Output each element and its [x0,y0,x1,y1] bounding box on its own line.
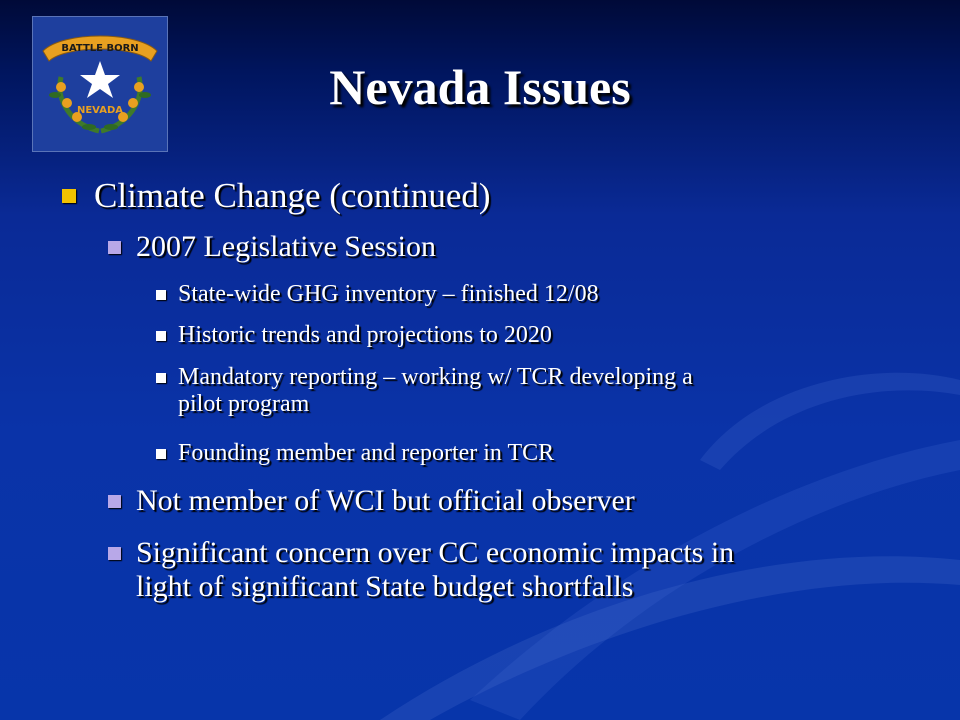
bullet-marker-icon [156,290,166,300]
bullet-legislative-session [108,230,436,264]
bullet-historic-trends [156,322,552,349]
bullet-marker-icon [108,495,121,508]
bullet-text: Mandatory reporting – working w/ TCR developing a pilot program [178,364,693,417]
bullet-text: State-wide GHG inventory – finished 12/08 [178,281,599,307]
state-name-text: NEVADA [76,105,124,116]
bullet-text: Significant concern over CC economic impacts in light of significant State budget shortfalls [136,536,735,603]
bullet-mandatory-reporting [156,364,693,418]
bullet-marker-icon [156,331,166,341]
bullet-text: Climate Change (continued) [94,176,491,215]
bullet-text: Historic trends and projections to 2020 [178,322,552,348]
bullet-founding-member [156,440,554,467]
bullet-text: 2007 Legislative Session [136,230,436,263]
bullet-marker-icon [156,373,166,383]
bullet-marker-icon [108,547,121,560]
bullet-economic-concern [108,536,734,604]
bullet-marker-icon [156,449,166,459]
slide-title: Nevada Issues [329,59,631,115]
bullet-marker-icon [62,189,76,203]
bullet-climate-change [62,176,491,216]
bullet-text: Not member of WCI but official observer [136,484,635,517]
bullet-marker-icon [108,241,121,254]
bullet-ghg-inventory [156,281,599,308]
bullet-wci-observer [108,484,635,518]
bullet-text: Founding member and reporter in TCR [178,440,555,466]
banner-text: BATTLE BORN [61,43,139,54]
